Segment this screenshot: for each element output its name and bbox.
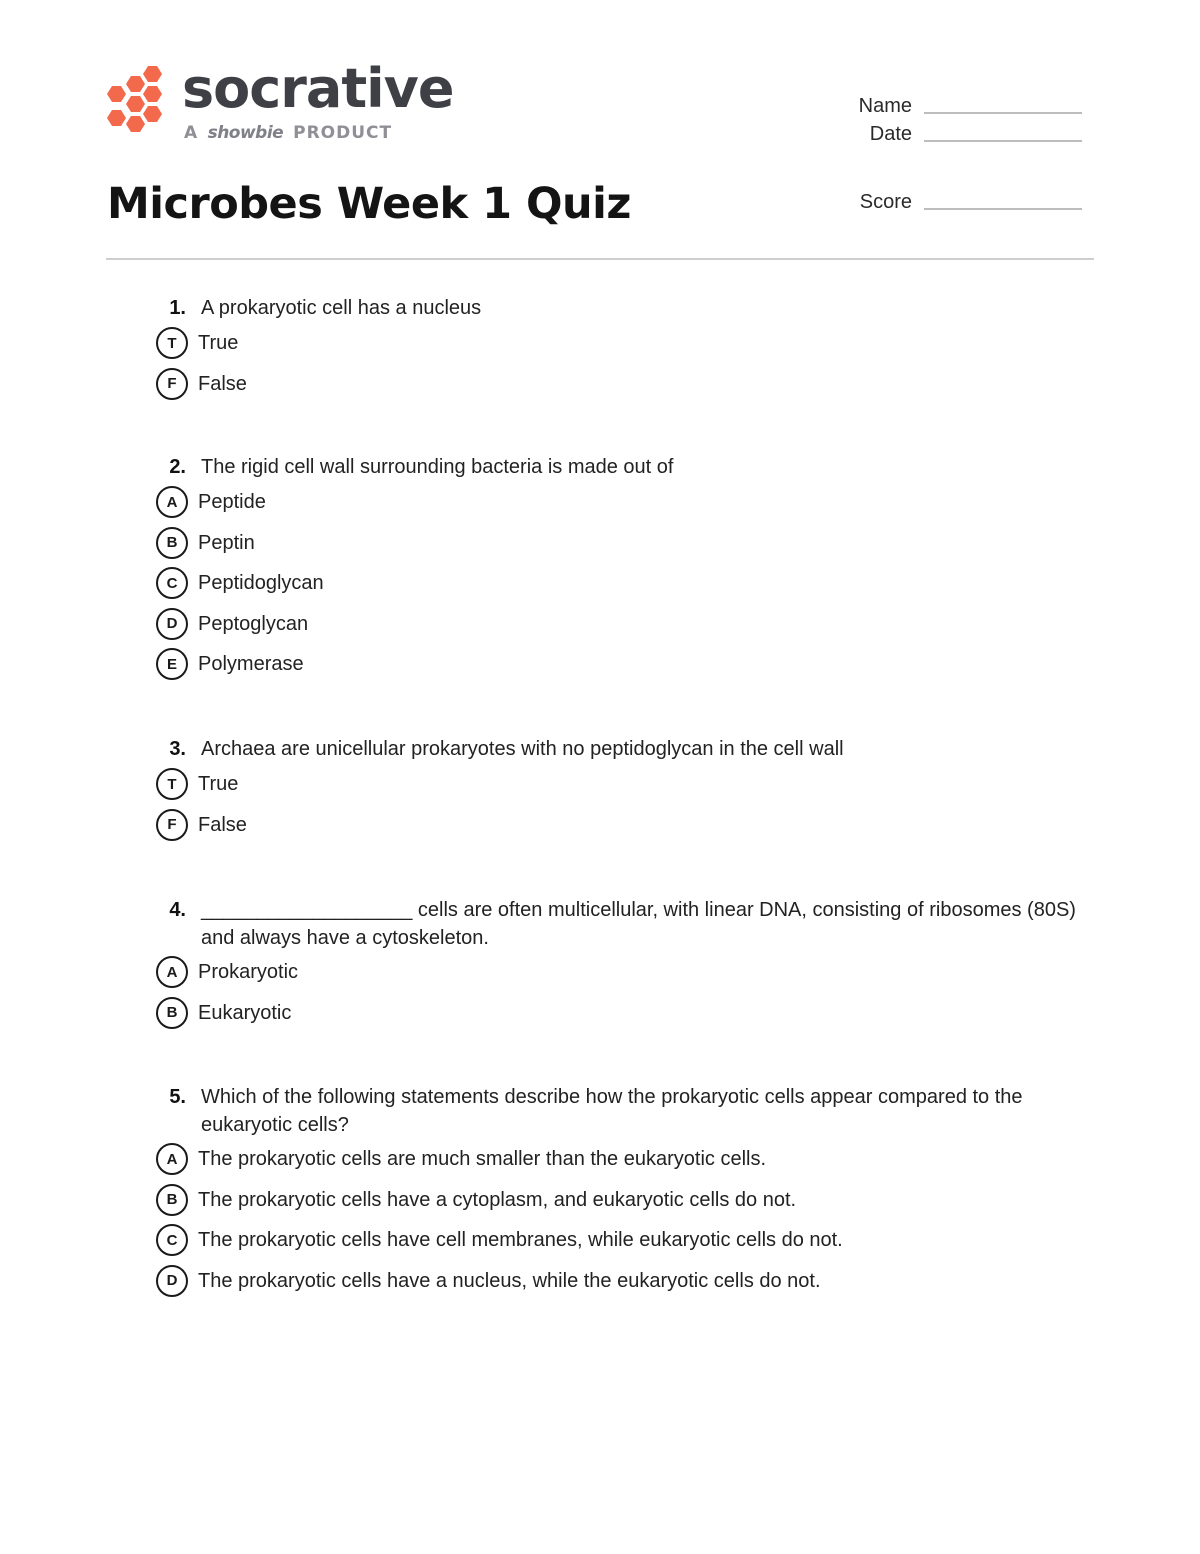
socrative-logo [104, 57, 484, 152]
choice-bubble[interactable]: E [156, 648, 188, 680]
question-prompt [156, 453, 1086, 481]
question-1 [156, 294, 1086, 404]
choice-label: False [198, 372, 247, 395]
name-blank-line[interactable] [924, 112, 1082, 114]
choice-true[interactable] [156, 764, 1086, 805]
choice-b[interactable] [156, 993, 1086, 1034]
date-blank-line[interactable] [924, 140, 1082, 142]
logo-tagline-tail: PRODUCT [293, 123, 393, 143]
choice-label: The prokaryotic cells have cell membranes, while eukaryotic cells do not. [198, 1229, 843, 1252]
choice-d[interactable] [156, 1261, 1086, 1302]
choice-label: Eukaryotic [198, 1001, 292, 1024]
choice-bubble[interactable]: A [156, 486, 188, 518]
question-prompt [156, 294, 1086, 322]
choice-label: Polymerase [198, 653, 304, 676]
choice-bubble[interactable]: A [156, 956, 188, 988]
logo-tagline-lead: A [184, 123, 198, 143]
choice-true[interactable] [156, 323, 1086, 364]
choice-label: Peptide [198, 491, 266, 514]
name-label: Name [858, 95, 912, 117]
question-number: 2. [169, 456, 186, 478]
question-number: 5. [169, 1086, 186, 1108]
choice-a[interactable] [156, 952, 1086, 993]
logo-wordmark: socrative [182, 57, 454, 120]
header-divider [106, 258, 1094, 260]
question-text: ___________________ cells are often multicellular, with linear DNA, consisting of ribosomes (80S) and always have a cytoskeleton. [201, 899, 1076, 949]
choice-b[interactable] [156, 1180, 1086, 1221]
question-3 [156, 735, 1086, 845]
choice-label: Prokaryotic [198, 961, 299, 984]
choice-a[interactable] [156, 1139, 1086, 1180]
score-label: Score [859, 191, 912, 213]
choice-bubble[interactable]: B [156, 997, 188, 1029]
choice-e[interactable] [156, 644, 1086, 685]
choice-bubble[interactable]: B [156, 1184, 188, 1216]
question-prompt [156, 1083, 1086, 1139]
choice-label: The prokaryotic cells are much smaller than the eukaryotic cells. [198, 1148, 767, 1171]
choice-label: True [198, 773, 239, 796]
choice-label: Peptidoglycan [198, 572, 324, 595]
score-field[interactable] [804, 190, 1082, 214]
logo-tagline [184, 122, 392, 144]
choice-c[interactable] [156, 563, 1086, 604]
choice-c[interactable] [156, 1220, 1086, 1261]
choice-label: True [198, 332, 239, 355]
choice-false[interactable] [156, 364, 1086, 405]
choice-bubble[interactable]: C [156, 1224, 188, 1256]
question-number: 1. [169, 297, 186, 319]
date-label: Date [869, 123, 912, 145]
question-text: A prokaryotic cell has a nucleus [201, 297, 482, 319]
score-blank-line[interactable] [924, 208, 1082, 210]
choice-label: False [198, 813, 247, 836]
question-text: The rigid cell wall surrounding bacteria is made out of [201, 456, 674, 478]
question-text: Which of the following statements describe how the prokaryotic cells appear compared to the eukaryotic cells? [201, 1086, 1023, 1136]
choice-bubble[interactable]: B [156, 527, 188, 559]
choice-bubble[interactable]: T [156, 768, 188, 800]
date-field[interactable] [804, 122, 1082, 146]
question-number: 3. [169, 738, 186, 760]
choice-label: Peptoglycan [198, 612, 309, 635]
question-5 [156, 1083, 1086, 1301]
choice-label: Peptin [198, 531, 255, 554]
hexagon-cluster-icon [104, 64, 166, 144]
choice-a[interactable] [156, 482, 1086, 523]
choice-b[interactable] [156, 523, 1086, 564]
choice-bubble[interactable]: T [156, 327, 188, 359]
quiz-title: Microbes Week 1 Quiz [107, 179, 631, 229]
choice-bubble[interactable]: D [156, 1265, 188, 1297]
question-number: 4. [169, 899, 186, 921]
name-field[interactable] [804, 94, 1082, 118]
question-prompt [156, 735, 1086, 763]
question-4 [156, 896, 1086, 1033]
question-prompt [156, 896, 1086, 952]
question-2 [156, 453, 1086, 685]
question-text: Archaea are unicellular prokaryotes with no peptidoglycan in the cell wall [201, 738, 844, 760]
choice-bubble[interactable]: C [156, 567, 188, 599]
choice-d[interactable] [156, 604, 1086, 645]
choice-bubble[interactable]: F [156, 809, 188, 841]
choice-bubble[interactable]: D [156, 608, 188, 640]
choice-bubble[interactable]: A [156, 1143, 188, 1175]
logo-tagline-brand: showbie [207, 123, 284, 143]
choice-bubble[interactable]: F [156, 368, 188, 400]
choice-label: The prokaryotic cells have a nucleus, while the eukaryotic cells do not. [198, 1269, 821, 1292]
choice-false[interactable] [156, 805, 1086, 846]
choice-label: The prokaryotic cells have a cytoplasm, and eukaryotic cells do not. [198, 1188, 797, 1211]
